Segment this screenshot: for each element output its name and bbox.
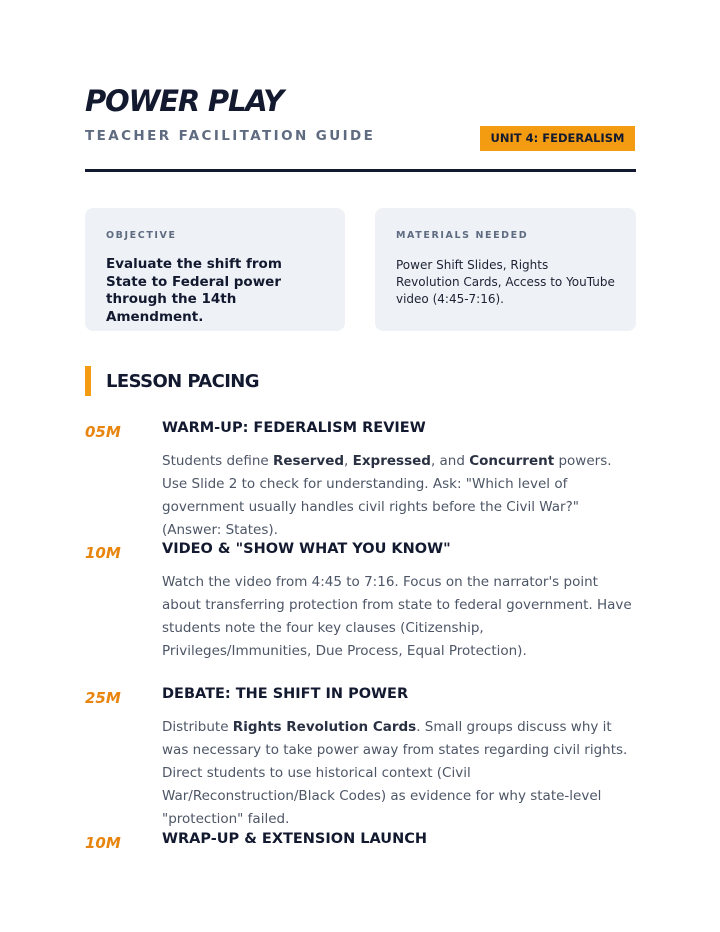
desc-text: , — [344, 453, 353, 469]
desc-text: . Small groups discuss why it was necessary to take power away from states regarding civil rights. Direct students to use historical context (Civil War/Reconstruction/Black Codes) as evidence for why state-level "protection" failed. — [162, 719, 628, 827]
pacing-description — [162, 716, 636, 831]
lesson-pacing-heading — [85, 366, 259, 396]
section-accent-bar — [85, 366, 91, 396]
desc-text: , and — [430, 453, 470, 469]
pacing-title: DEBATE: THE SHIFT IN POWER — [162, 686, 409, 702]
pacing-time: 10M — [85, 834, 121, 852]
pacing-time: 10M — [85, 544, 121, 562]
objective-label: OBJECTIVE — [106, 230, 177, 241]
desc-bold-term: Reserved — [273, 453, 345, 469]
unit-badge: UNIT 4: FEDERALISM — [480, 126, 635, 151]
materials-card — [375, 208, 636, 331]
page-title: POWER PLAY — [85, 84, 283, 118]
header-divider — [85, 169, 636, 172]
section-title: LESSON PACING — [106, 370, 259, 392]
pacing-time: 05M — [85, 423, 121, 441]
pacing-description: Watch the video from 4:45 to 7:16. Focus on the narrator's point about transferring protection from state to federal government. Have students note the four key clauses (Citizenship, Privileges/Immunities, Due Process, Equal Protection). — [162, 574, 632, 659]
desc-bold-term: Rights Revolution Cards — [232, 719, 417, 735]
materials-label: MATERIALS NEEDED — [396, 230, 529, 241]
desc-text: Distribute — [162, 719, 233, 735]
materials-text: Power Shift Slides, Rights Revolution Cards, Access to YouTube video (4:45-7:16). — [396, 258, 615, 306]
objective-text: Evaluate the shift from State to Federal power through the 14th Amendment. — [106, 256, 282, 325]
desc-bold-term: Concurrent — [469, 453, 555, 469]
page-subtitle: TEACHER FACILITATION GUIDE — [85, 128, 376, 144]
pacing-title: WARM-UP: FEDERALISM REVIEW — [162, 420, 426, 436]
pacing-title: WRAP-UP & EXTENSION LAUNCH — [162, 831, 427, 847]
objective-card — [85, 208, 345, 331]
pacing-title: VIDEO & "SHOW WHAT YOU KNOW" — [162, 541, 451, 557]
desc-text: Students define — [162, 453, 273, 469]
desc-bold-term: Expressed — [352, 453, 431, 469]
pacing-description — [162, 450, 636, 542]
pacing-time: 25M — [85, 689, 121, 707]
desc-text: powers. Use Slide 2 to check for understanding. Ask: "Which level of government usually handles civil rights before the Civil War?" (Answer: States). — [162, 453, 612, 538]
